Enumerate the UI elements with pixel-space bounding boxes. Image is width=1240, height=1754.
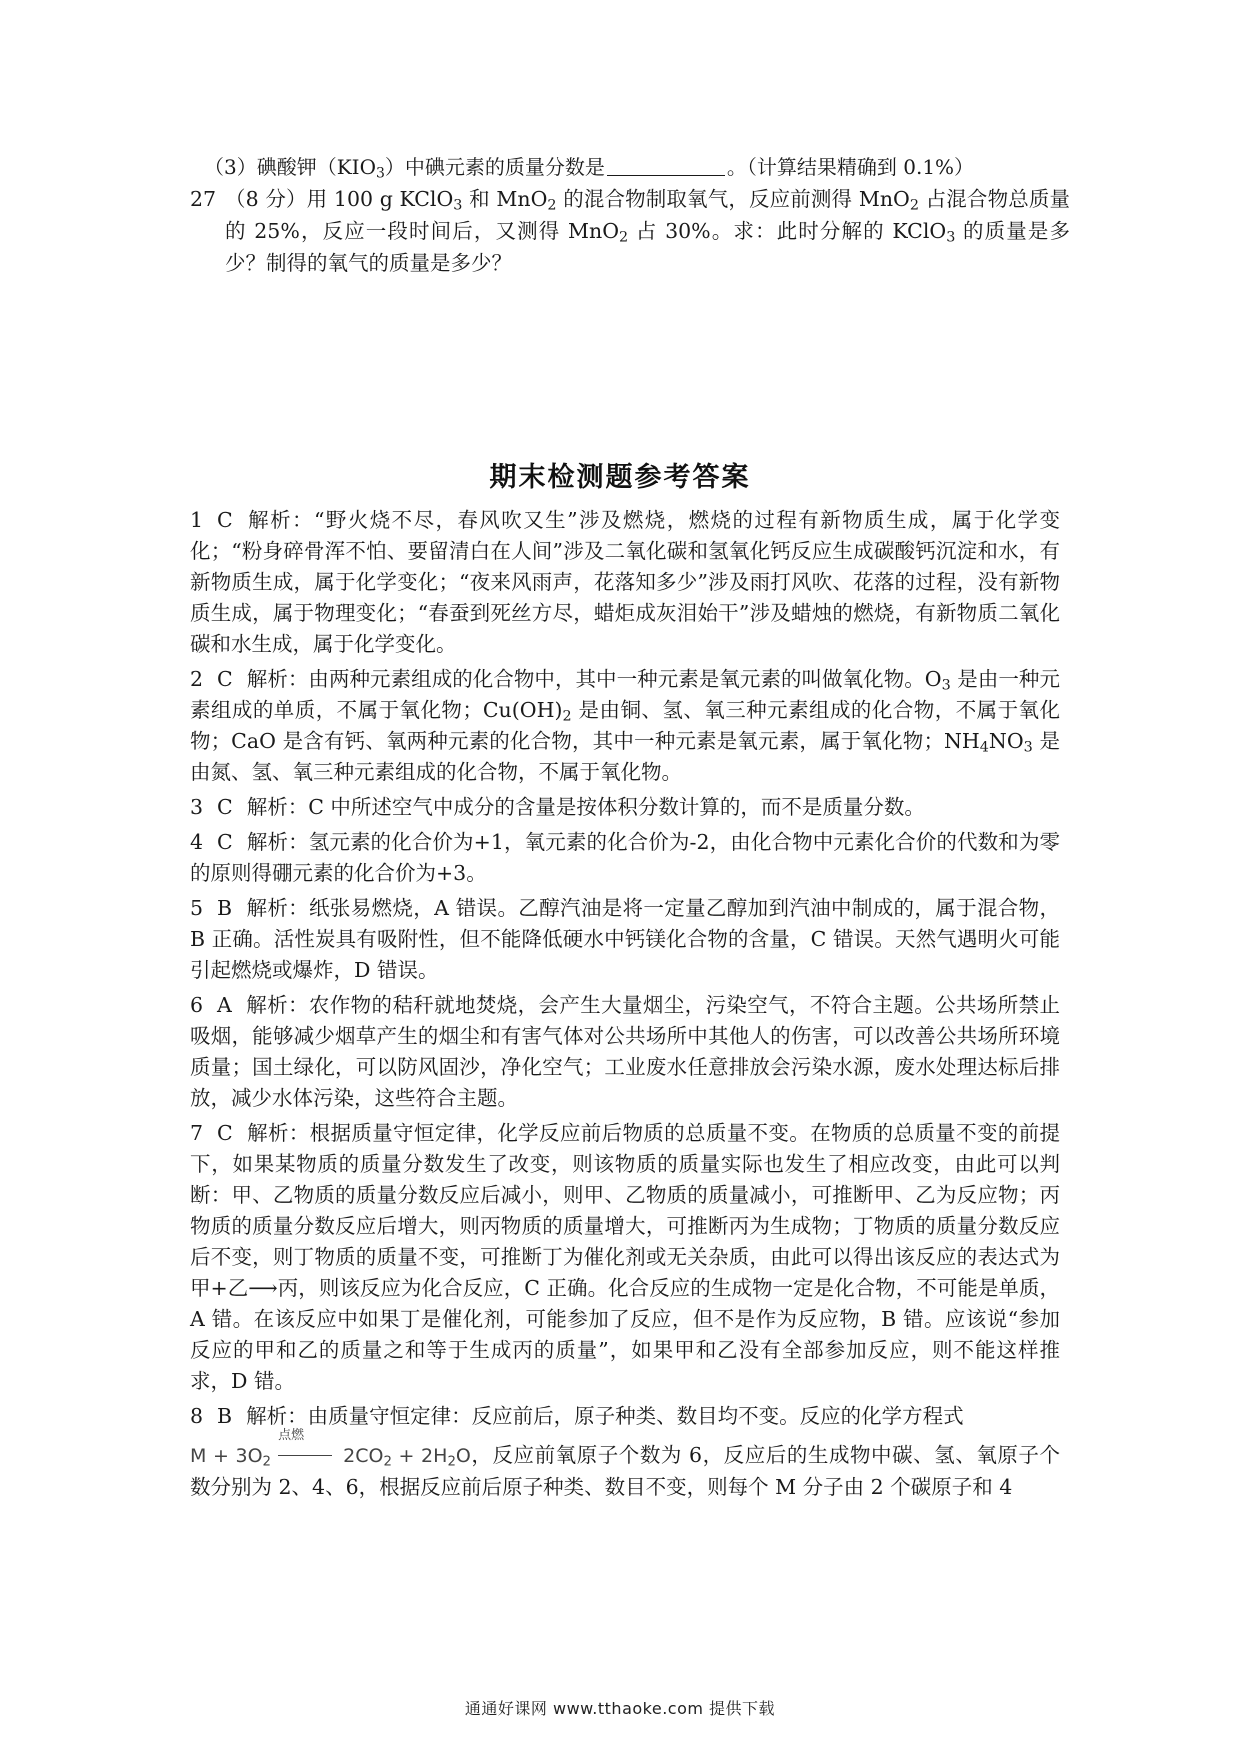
answer-item-5 bbox=[190, 893, 1060, 986]
answer-item-7 bbox=[190, 1118, 1060, 1397]
equation-left: $M + 3O_2$ bbox=[190, 1445, 272, 1470]
answer-choice: B bbox=[217, 896, 233, 920]
answer-item-2 bbox=[190, 664, 1060, 788]
equation-line bbox=[190, 1428, 1060, 1503]
answer-item-6 bbox=[190, 990, 1060, 1114]
answer-8-after-equation: ，反应前氧原子个数为 6，反应后的生成物中碳、氢、氧原子个数分别为 2、4、6，根据反应前后原子种类、数目不变，则每个 M 分子由 2 个碳原子和 4 bbox=[190, 1443, 1060, 1499]
question-3-line bbox=[204, 150, 1104, 184]
answer-number: 6 bbox=[190, 993, 204, 1017]
answer-number: 5 bbox=[190, 896, 204, 920]
answers-container bbox=[190, 505, 1060, 1397]
answer-explanation: 解析：根据质量守恒定律，化学反应前后物质的总质量不变。在物质的总质量不变的前提下，如果某物质的质量分数发生了改变，则该物质的质量实际也发生了相应改变，由此可以判断：甲、乙物质的质量分数反应后减小，则甲、乙物质的质量减小，可推断甲、乙为反应物；丙物质的质量分数反应后增大，则丙物质的质量增大，可推断丙为生成物；丁物质的质量分数反应后不变，则丁物质的质量不变，可推断丁为催化剂或无关杂质，由此可以得出该反应的表达式为 甲+乙⟶丙，则该反应为化合反应，C 正确。化合反应的生成物一定是化合物，不可能是单质，A 错。在该反应中如果丁是催化剂，可能参加了反应，但不是作为反应物，B 错。应该说“参加反应的甲和乙的质量之和等于生成丙的质量”，如果甲和乙没有全部参加反应，则不能这样推求，D 错。 bbox=[190, 1121, 1060, 1393]
answer-explanation: 解析：C 中所述空气中成分的含量是按体积分数计算的，而不是质量分数。 bbox=[246, 795, 925, 819]
answer-choice: C bbox=[217, 1121, 233, 1145]
question-3-subscript: 3 bbox=[375, 165, 385, 182]
answer-number: 2 bbox=[190, 667, 204, 691]
question-27-number: 27 bbox=[190, 187, 217, 211]
answer-explanation: 解析：由两种元素组成的化合物中，其中一种元素是氧元素的叫做氧化物。$O_3$ 是由一种元素组成的单质，不属于氧化物；$Cu(OH)_2$ 是由铜、氢、氧三种元素组成的化合物，不属于氧化物；CaO 是含有钙、氧两种元素的化合物，其中一种元素是氧元素，属于氧化物；$NH_4NO_3$ 是由氮、氢、氧三种元素组成的化合物，不属于氧化物。 bbox=[190, 667, 1061, 784]
answer-choice: C bbox=[217, 667, 233, 691]
answer-explanation: 解析：农作物的秸秆就地焚烧，会产生大量烟尘，污染空气，不符合主题。公共场所禁止吸烟，能够减少烟草产生的烟尘和有害气体对公共场所中其他人的伤害，可以改善公共场所环境质量；国土绿化，可以防风固沙，净化空气；工业废水任意排放会污染水源，废水处理达标后排放，减少水体污染，这些符合主题。 bbox=[190, 993, 1060, 1110]
answer-choice: C bbox=[217, 830, 233, 854]
question-27 bbox=[190, 183, 1070, 279]
page-title: 期末检测题参考答案 bbox=[489, 462, 751, 493]
answers-list bbox=[190, 505, 1060, 1507]
question-3-end: 。（计算结果精确到 0.1%） bbox=[726, 155, 975, 179]
answer-number: 3 bbox=[190, 795, 204, 819]
footer-source: 通通好课网 www.tthaoke.com 提供下载 bbox=[464, 1699, 776, 1718]
answer-choice: C bbox=[217, 795, 233, 819]
reaction-arrow bbox=[278, 1428, 336, 1471]
question-3-before: （3）碘酸钾（KIO bbox=[204, 155, 376, 179]
answer-explanation: 解析：氢元素的化合价为+1，氧元素的化合价为-2，由化合物中元素化合价的代数和为零的原则得硼元素的化合价为+3。 bbox=[190, 830, 1060, 885]
reaction-condition: 点燃 bbox=[278, 1428, 305, 1443]
question-27-text: （8 分）用 100 g KClO$_3$ 和 MnO$_2$ 的混合物制取氧气，反应前测得 MnO$_2$ 占混合物总质量的 25%，反应一段时间后，又测得 MnO$_2$ 占 30%。求：此时分解的 KClO$_3$ 的质量是多少？制得的氧气的质量是多少？ bbox=[225, 187, 1070, 275]
answer-number: 7 bbox=[190, 1121, 204, 1145]
answer-explanation: 解析：“野火烧不尽，春风吹又生”涉及燃烧，燃烧的过程有新物质生成，属于化学变化；“粉身碎骨浑不怕、要留清白在人间”涉及二氧化碳和氢氧化钙反应生成碳酸钙沉淀和水，有新物质生成，属于化学变化；“夜来风雨声，花落知多少”涉及雨打风吹、花落的过程，没有新物质生成，属于物理变化；“春蚕到死丝方尽，蜡炬成灰泪始干”涉及蜡烛的燃烧，有新物质二氧化碳和水生成，属于化学变化。 bbox=[190, 508, 1060, 656]
answer-number: 4 bbox=[190, 830, 204, 854]
answer-explanation: 解析：纸张易燃烧，A 错误。乙醇汽油是将一定量乙醇加到汽油中制成的，属于混合物，B 正确。活性炭具有吸附性，但不能降低硬水中钙镁化合物的含量，C 错误。天然气遇明火可能引起燃烧或爆炸，D 错误。 bbox=[190, 896, 1060, 982]
equation-right: $2CO_2 + 2H_2O$ bbox=[343, 1445, 471, 1470]
answer-blank bbox=[607, 155, 725, 176]
answer-item-3 bbox=[190, 792, 1060, 823]
answer-choice: C bbox=[217, 508, 233, 532]
answer-number: 8 bbox=[190, 1404, 204, 1428]
answer-number: 1 bbox=[190, 508, 204, 532]
answer-8-line1: 解析：由质量守恒定律：反应前后，原子种类、数目均不变。反应的化学方程式 bbox=[246, 1404, 964, 1428]
question-3-after: ）中碘元素的质量分数是 bbox=[384, 155, 605, 179]
answer-choice: B bbox=[217, 1404, 233, 1428]
answer-item-8 bbox=[190, 1401, 1060, 1503]
answer-item-4 bbox=[190, 827, 1060, 889]
answer-choice: A bbox=[217, 993, 232, 1017]
reaction-bar bbox=[278, 1455, 332, 1456]
answer-item-1 bbox=[190, 505, 1060, 660]
